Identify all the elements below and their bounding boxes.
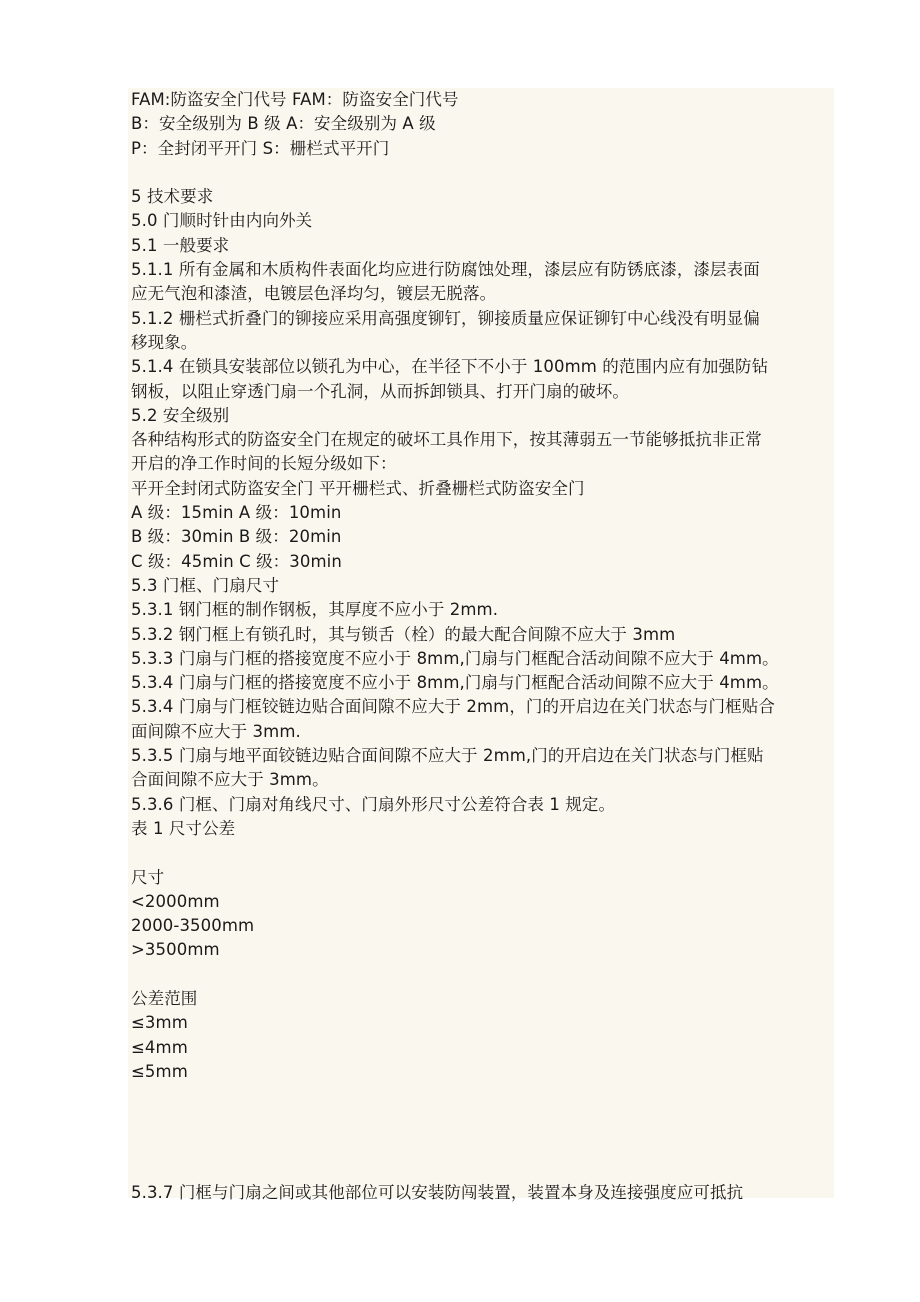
text-line: FAM:防盗安全门代号 FAM：防盗安全门代号 <box>131 90 459 109</box>
section-heading: 5.3 门框、门扇尺寸 <box>131 575 280 595</box>
text-line: A 级：15min A 级：10min <box>131 503 342 523</box>
text-line: 5.3.3 门扇与门框的搭接宽度不应小于 8mm,门扇与门框配合活动间隙不应大于 4mm。 <box>131 648 779 668</box>
table-header: 尺寸 <box>131 867 165 887</box>
table-cell: <2000mm <box>131 891 220 911</box>
blank-line <box>131 161 831 185</box>
tolerance-table <box>131 987 831 1084</box>
text-line: 移现象。 <box>131 332 198 352</box>
text-line: 5.1.4 在锁具安装部位以锁孔为中心，在半径下不小于 100mm 的范围内应有加强防钻 <box>131 357 769 377</box>
table-caption: 表 1 尺寸公差 <box>131 818 236 838</box>
text-line: 应无气泡和漆渣，电镀层色泽均匀，镀层无脱落。 <box>131 284 497 304</box>
size-table <box>131 866 831 963</box>
text-line: 5.1.1 所有金属和木质构件表面化均应进行防腐蚀处理，漆层应有防锈底漆，漆层表面 <box>131 260 760 280</box>
text-line: P：全封闭平开门 S：栅栏式平开门 <box>131 138 390 158</box>
text-line: 5.3.4 门扇与门框的搭接宽度不应小于 8mm,门扇与门框配合活动间隙不应大于 4mm。 <box>131 673 779 693</box>
table-header: 公差范围 <box>131 988 198 1008</box>
text-line: 5.0 门顺时针由内向外关 <box>131 211 313 231</box>
text-line: 合面间隙不应大于 3mm。 <box>131 770 329 790</box>
table-cell: ≤5mm <box>131 1061 188 1081</box>
section-heading: 5.1 一般要求 <box>131 235 230 255</box>
text-line: 开启的净工作时间的长短分级如下： <box>131 454 397 474</box>
text-line: 钢板，以阻止穿透门扇一个孔洞，从而拆卸锁具、打开门扇的破坏。 <box>131 381 629 401</box>
text-line: 5.3.4 门扇与门框铰链边贴合面间隙不应大于 2mm，门的开启边在关门状态与门框贴合 <box>131 697 775 717</box>
text-line: 5.1.2 栅栏式折叠门的铆接应采用高强度铆钉，铆接质量应保证铆钉中心线没有明显偏 <box>131 308 760 328</box>
blank-line <box>131 963 831 987</box>
text-line: 各种结构形式的防盗安全门在规定的破坏工具作用下，按其薄弱五一节能够抵抗非正常 <box>131 430 762 450</box>
text-line: 面间隙不应大于 3mm. <box>131 721 301 741</box>
blank-line <box>131 841 831 865</box>
table-cell: ≤4mm <box>131 1037 188 1057</box>
text-line: C 级：45min C 级：30min <box>131 551 342 571</box>
section-heading: 5.2 安全级别 <box>131 405 230 425</box>
table-cell: ≤3mm <box>131 1013 188 1033</box>
table-cell: >3500mm <box>131 940 220 960</box>
text-line: 5.3.6 门框、门扇对角线尺寸、门扇外形尺寸公差符合表 1 规定。 <box>131 794 616 814</box>
blank-space <box>131 1084 831 1181</box>
text-line: 5.3.7 门框与门扇之间或其他部位可以安装防闯装置，装置本身及连接强度应可抵抗 <box>131 1183 744 1203</box>
text-line: B：安全级别为 B 级 A：安全级别为 A 级 <box>131 114 436 134</box>
text-line: 5.3.5 门扇与地平面铰链边贴合面间隙不应大于 2mm,门的开启边在关门状态与门框贴 <box>131 746 764 766</box>
document-body <box>131 88 831 1206</box>
text-line: 5.3.2 钢门框上有锁孔时，其与锁舌（栓）的最大配合间隙不应大于 3mm <box>131 624 676 644</box>
table-cell: 2000-3500mm <box>131 916 255 936</box>
text-line: 平开全封闭式防盗安全门 平开栅栏式、折叠栅栏式防盗安全门 <box>131 478 585 498</box>
section-heading: 5 技术要求 <box>131 187 214 207</box>
text-line: 5.3.1 钢门框的制作钢板，其厚度不应小于 2mm. <box>131 600 499 620</box>
text-line: B 级：30min B 级：20min <box>131 527 342 547</box>
